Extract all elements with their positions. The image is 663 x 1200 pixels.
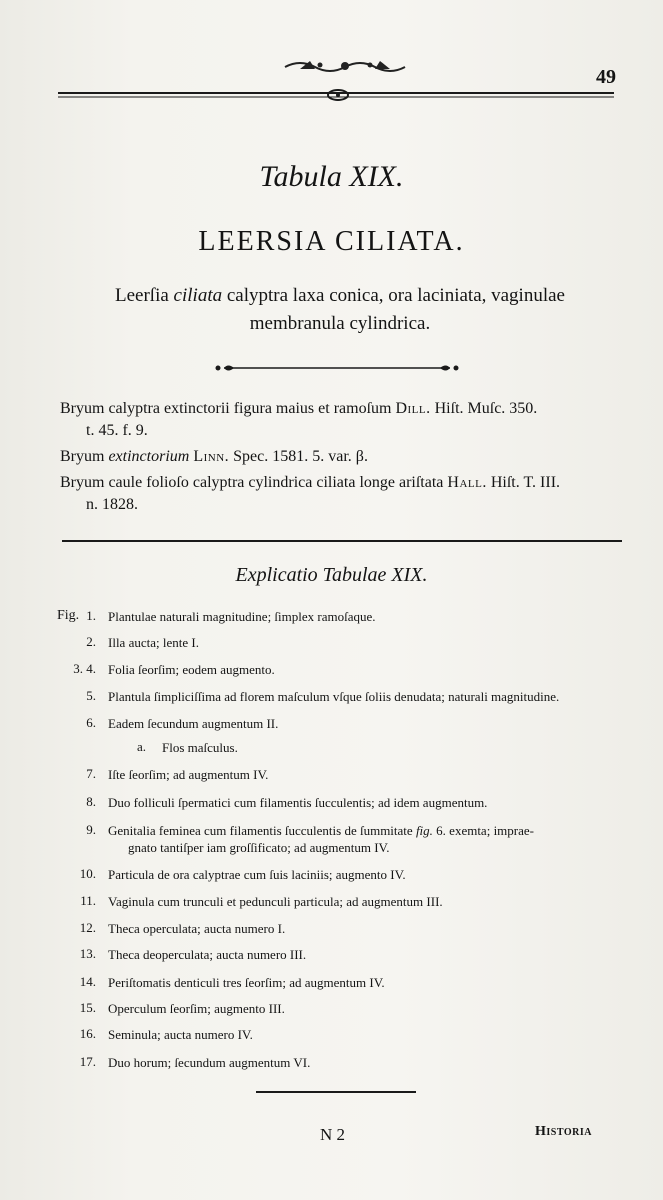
section-ornament bbox=[212, 360, 462, 376]
diagnosis-species: ciliata bbox=[173, 285, 223, 306]
page-number: 49 bbox=[596, 66, 616, 88]
footer-rule bbox=[256, 1091, 416, 1093]
diagnosis-line1: calyptra laxa conica, ora laciniata, vaginulae bbox=[226, 285, 565, 306]
plate-title: Tabula XIX. bbox=[259, 160, 404, 193]
book-page: 49 Tabula XIX. LEERSIA CILIATA. Leerſia ciliata calyptra laxa conica, ora laciniata, vaginulae membranula cylindrica. Bryum calyptra extinctorii figura maius et ramoſum Dill. Hiſt. Muſc. 350. t. 45. f. 9. Bryum extinctorium Linn. Spec. 1581. 5. var. β. Bryum caule folioſo calyptra cylindrica ciliata longe ariſtata Hall. Hiſt. T. III. n. 1828. Explicatio Tabulae XIX. Fig. 1. Plantulae naturali magnitudine; ſimplex ramoſaque. 2. Illa aucta; lente I. 3. 4. Folia ſeorſim; eodem augmento. 5. Plantula ſimpliciſſima ad florem maſculum vſque ſoliis denudata; naturali magnitudine. 6. Eadem ſecundum augmentum II. a. Flos maſculus. 7. Iſte ſeorſim; ad augmentum IV. 8. Duo folliculi ſpermatici cum filamentis ſucculentis; ad idem augmentum. 9. Genitalia feminea cum filamentis ſucculentis de ſummitate fig. 6. exemta; imprae- gnato tantiſper iam groſſificato; ad augmentum IV. 10. Particula de ora calyptrae cum ſuis laciniis; augmento IV. 11. Vaginula cum trunculi et pedunculi particula; ad augmentum III. 12. Theca operculata; aucta numero I. 13. Theca deoperculata; aucta numero III. 14. Periſtomatis denticuli tres ſeorſim; ad augmentum IV. 15. Operculum ſeorſim; augmento III. 16. Seminula; aucta numero IV. 17. Duo horum; ſecundum augmentum VI. N 2 Historia bbox=[0, 0, 663, 1200]
diagnosis-line2: membranula cylindrica. bbox=[249, 313, 431, 334]
fig-label: Fig. bbox=[57, 608, 80, 623]
header-rule bbox=[58, 86, 614, 104]
species-diagnosis bbox=[60, 282, 620, 338]
species-title: LEERSIA CILIATA. bbox=[198, 226, 465, 257]
section-divider bbox=[62, 540, 622, 542]
explicatio-heading: Explicatio Tabulae XIX. bbox=[235, 564, 428, 586]
synonym-haller: Bryum caule folioſo calyptra cylindrica ciliata longe ariſtata Hall. Hiſt. T. III. n. 1828. bbox=[60, 474, 561, 513]
signature-mark: N 2 bbox=[320, 1125, 346, 1144]
synonym-list bbox=[60, 398, 620, 520]
catchword: Historia bbox=[535, 1124, 592, 1139]
synonym-dillenius: Bryum calyptra extinctorii figura maius et ramoſum Dill. Hiſt. Muſc. 350. t. 45. f. 9. bbox=[60, 400, 538, 439]
synonym-linnaeus: Bryum extinctorium Linn. Spec. 1581. 5. var. β. bbox=[60, 448, 368, 465]
header-ornament bbox=[280, 55, 410, 77]
diagnosis-genus: Leerſia bbox=[115, 285, 169, 306]
